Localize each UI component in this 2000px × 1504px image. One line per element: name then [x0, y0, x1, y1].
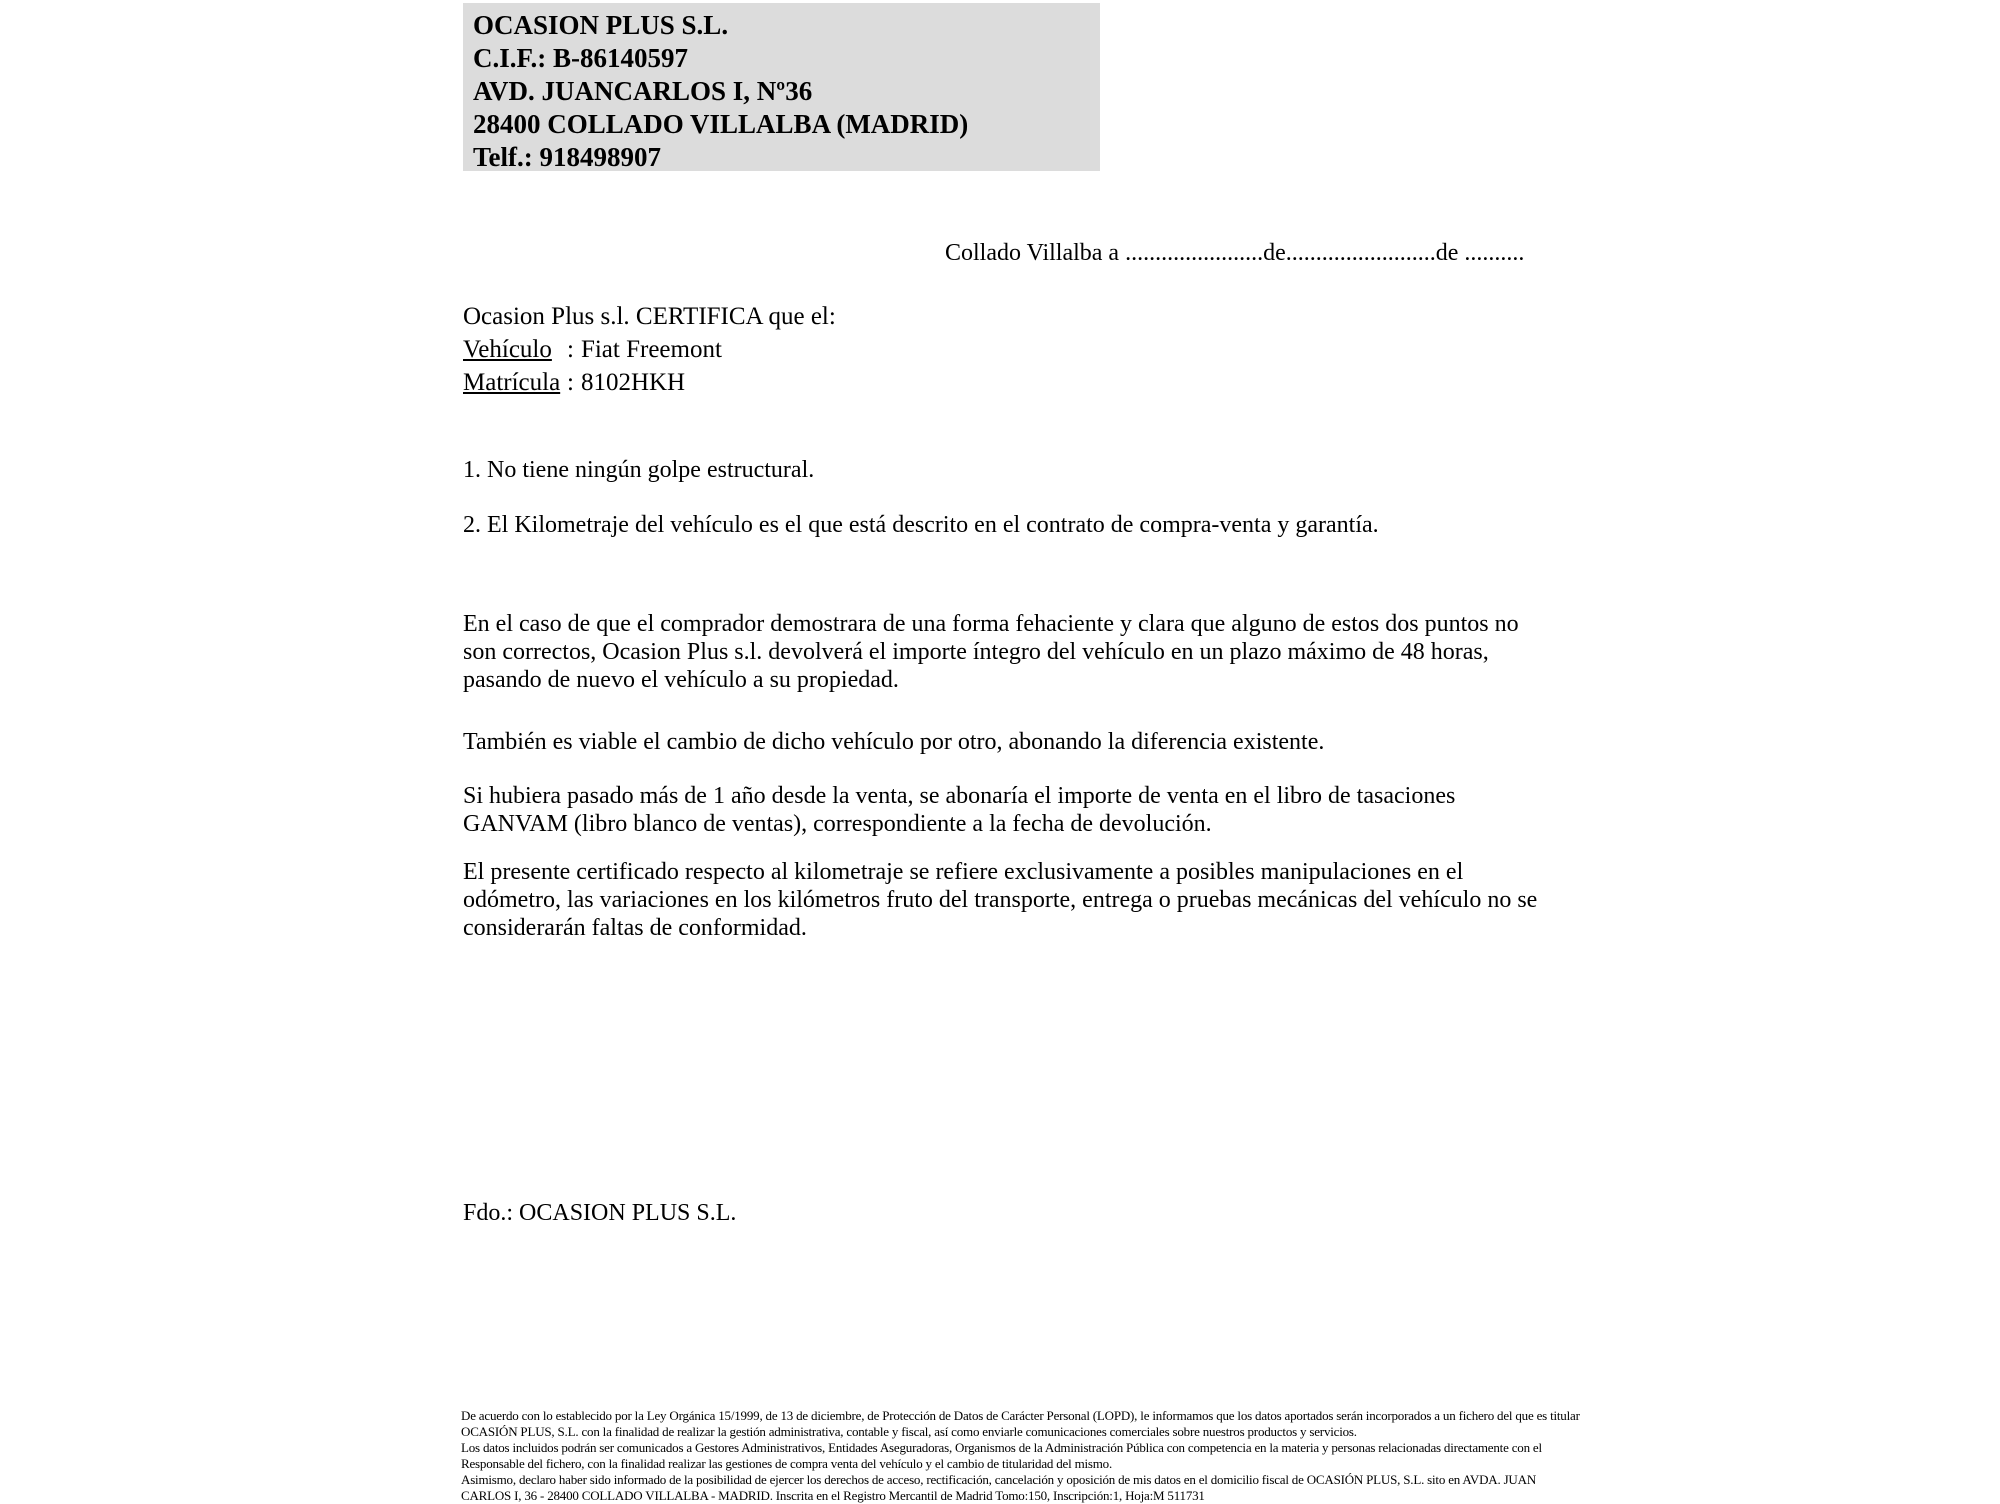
certification-intro: Ocasion Plus s.l. CERTIFICA que el:: [463, 303, 836, 330]
company-cif: C.I.F.: B-86140597: [473, 43, 689, 73]
refund-paragraph: En el caso de que el comprador demostrara de una forma fehaciente y clara que alguno de estos dos puntos no son correctos, Ocasion Plus s.l. devolverá el importe íntegro del vehículo en un plazo máximo de 48 horas, pasando de nuevo el vehículo a su propiedad.: [463, 611, 1519, 693]
vehicle-label-cell: [463, 333, 567, 366]
legal-footer-line: OCASIÓN PLUS, S.L. con la finalidad de realizar la gestión administrativa, contable y fiscal, así como enviarle comunicaciones comerciales sobre nuestros productos y servicios.: [461, 1424, 1357, 1439]
date-line: Collado Villalba a .......................de.........................de ..........: [945, 240, 1525, 266]
legal-footer-line: De acuerdo con lo establecido por la Ley Orgánica 15/1999, de 13 de diciembre, de Protección de Datos de Carácter Personal (LOPD), le informamos que los datos aportados serán incorporados a un fichero del que es titular: [461, 1408, 1580, 1423]
vehicle-separator: :: [567, 336, 574, 363]
company-phone: Telf.: 918498907: [473, 142, 661, 172]
vehicle-value: Fiat Freemont: [580, 336, 722, 363]
plate-value: 8102HKH: [580, 369, 686, 396]
vehicle-label: Vehículo: [463, 336, 552, 363]
signature-line: Fdo.: OCASION PLUS S.L.: [463, 1200, 737, 1226]
plate-label-cell: [463, 366, 567, 399]
legal-footer-line: Asimismo, declaro haber sido informado de la posibilidad de ejercer los derechos de acceso, rectificación, cancelación y oposición de mis datos en el domicilio fiscal de OCASIÓN PLUS, S.L. sito en AVDA. JUAN: [461, 1472, 1537, 1487]
legal-footer: [461, 1408, 1580, 1504]
condition-item-2: 2. El Kilometraje del vehículo es el que está descrito en el contrato de compra-venta y garantía.: [463, 512, 1379, 538]
legal-footer-line: CARLOS I, 36 - 28400 COLLADO VILLALBA - MADRID. Inscrita en el Registro Mercantil de Madrid Tomo:150, Inscripción:1, Hoja:M 511731: [461, 1488, 1205, 1503]
legal-footer-line: Responsable del fichero, con la finalidad realizar las gestiones de compra venta del vehículo y el cambio de titularidad del mismo.: [461, 1456, 1113, 1471]
legal-footer-line: Los datos incluidos podrán ser comunicados a Gestores Administrativos, Entidades Aseguradoras, Organismos de la Administración Pública con competencia en la materia y personas relacionadas directamente con el: [461, 1440, 1542, 1455]
company-address: AVD. JUANCARLOS I, Nº36: [473, 76, 813, 106]
company-name: OCASION PLUS S.L.: [473, 10, 729, 40]
company-letterhead: [463, 3, 1100, 171]
vehicle-field-row: [463, 333, 836, 366]
certification-block: [463, 300, 836, 399]
plate-field-row: [463, 366, 836, 399]
company-city: 28400 COLLADO VILLALBA (MADRID): [473, 109, 969, 139]
odometer-paragraph: El presente certificado respecto al kilometraje se refiere exclusivamente a posibles manipulaciones en el odómetro, las variaciones en los kilómetros fruto del transporte, entrega o pruebas mecánicas del vehículo no se considerarán faltas de conformidad.: [463, 859, 1538, 941]
exchange-paragraph: También es viable el cambio de dicho vehículo por otro, abonando la diferencia existente.: [463, 729, 1325, 755]
valuation-paragraph: Si hubiera pasado más de 1 año desde la venta, se abonaría el importe de venta en el libro de tasaciones GANVAM (libro blanco de ventas), correspondiente a la fecha de devolución.: [463, 783, 1456, 837]
plate-label: Matrícula: [463, 369, 561, 396]
condition-item-1: 1. No tiene ningún golpe estructural.: [463, 457, 815, 483]
plate-separator: :: [567, 369, 574, 396]
